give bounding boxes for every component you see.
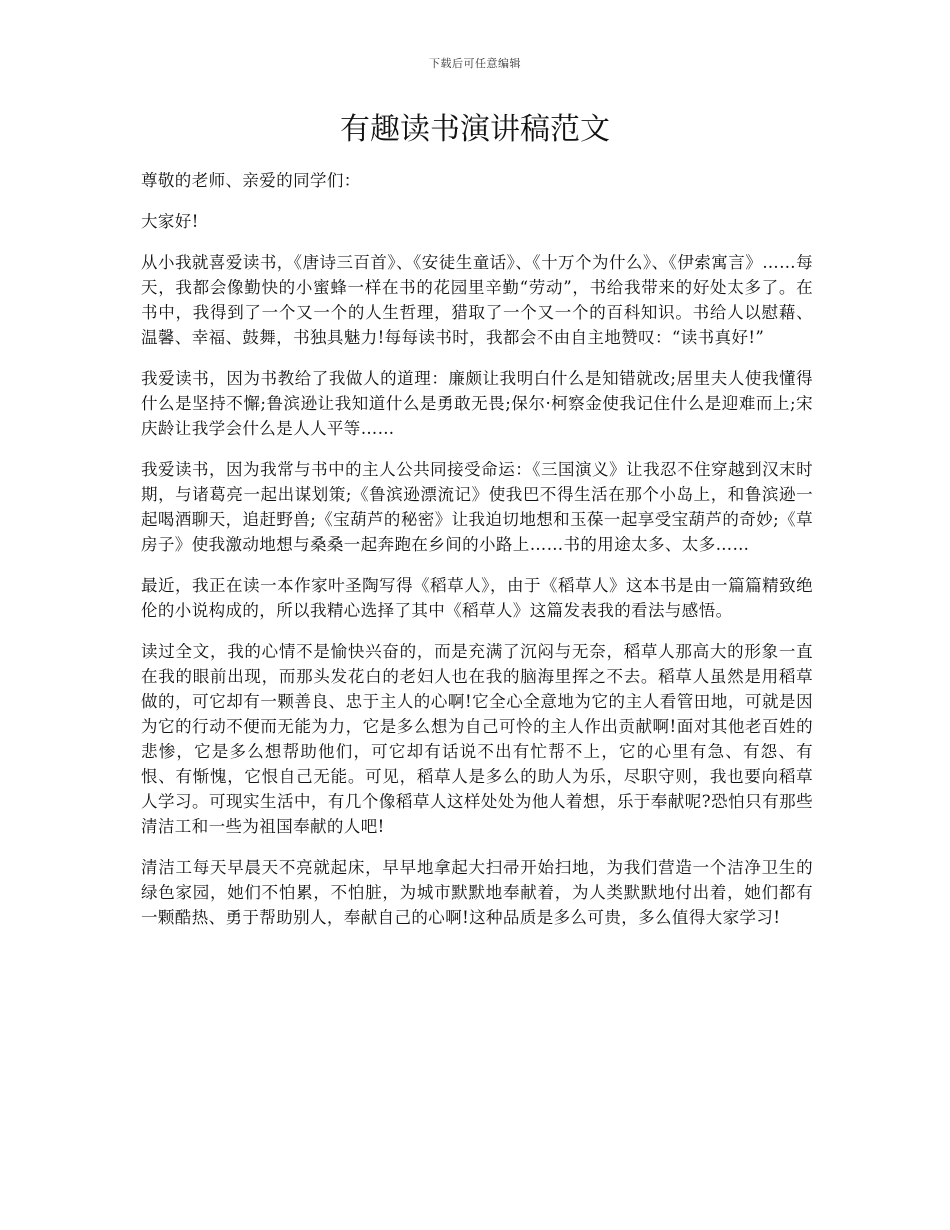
- body-paragraph: 我爱读书，因为书教给了我做人的道理：廉颇让我明白什么是知错就改;居里夫人使我懂得什么是坚持不懈;鲁滨逊让我知道什么是勇敢无畏;保尔·柯察金使我记住什么是迎难而上;宋庆龄让我学会什么是人人平等……: [141, 369, 813, 438]
- body-paragraph: 最近，我正在读一本作家叶圣陶写得《稻草人》，由于《稻草人》这本书是由一篇篇精致绝伦的小说构成的，所以我精心选择了其中《稻草人》这篇发表我的看法与感悟。: [141, 576, 813, 620]
- salutation: 尊敬的老师、亲爱的同学们：: [141, 171, 361, 190]
- document-title: 有趣读书演讲稿范文: [340, 112, 610, 147]
- body-paragraph: 我爱读书，因为我常与书中的主人公共同接受命运：《三国演义》让我忍不住穿越到汉末时期，与诸葛亮一起出谋划策;《鲁滨逊漂流记》使我巴不得生活在那个小岛上，和鲁滨逊一起喝酒聊天，追赶野兽;《宝葫芦的秘密》让我迫切地想和玉葆一起享受宝葫芦的奇妙;《草房子》使我激动地想与桑桑一起奔跑在乡间的小路上……书的用途太多、太多……: [141, 460, 813, 554]
- body-paragraph: 读过全文，我的心情不是愉快兴奋的，而是充满了沉闷与无奈，稻草人那高大的形象一直在我的眼前出现，而那头发花白的老妇人也在我的脑海里挥之不去。稻草人虽然是用稻草做的，可它却有一颗善良、忠于主人的心啊!它全心全意地为它的主人看管田地，可就是因为它的行动不便而无能为力，它是多么想为自己可怜的主人作出贡献啊!面对其他老百姓的悲惨，它是多么想帮助他们，可它却有话说不出有忙帮不上，它的心里有急、有怨、有恨、有惭愧，它恨自己无能。可见，稻草人是多么的助人为乐，尽职守则，我也要向稻草人学习。可现实生活中，有几个像稻草人这样处处为他人着想，乐于奉献呢?恐怕只有那些清洁工和一些为祖国奉献的人吧!: [141, 642, 813, 836]
- body-paragraph: 清洁工每天早晨天不亮就起床，早早地拿起大扫帚开始扫地，为我们营造一个洁净卫生的绿色家园，她们不怕累，不怕脏，为城市默默地奉献着，为人类默默地付出着，她们都有一颗酷热、勇于帮助别人，奉献自己的心啊!这种品质是多么可贵，多么值得大家学习!: [141, 858, 813, 927]
- greeting: 大家好!: [141, 212, 199, 231]
- document-body: [141, 168, 813, 946]
- body-paragraph: 从小我就喜爱读书，《唐诗三百首》、《安徒生童话》、《十万个为什么》、《伊索寓言》……每天，我都会像勤快的小蜜蜂一样在书的花园里辛勤“劳动”，书给我带来的好处太多了。在书中，我得到了一个又一个的人生哲理，猎取了一个又一个的百科知识。书给人以慰藉、温馨、幸福、鼓舞，书独具魅力!每每读书时，我都会不由自主地赞叹：“读书真好!”: [141, 253, 813, 347]
- header-note: 下载后可任意编辑: [429, 57, 521, 70]
